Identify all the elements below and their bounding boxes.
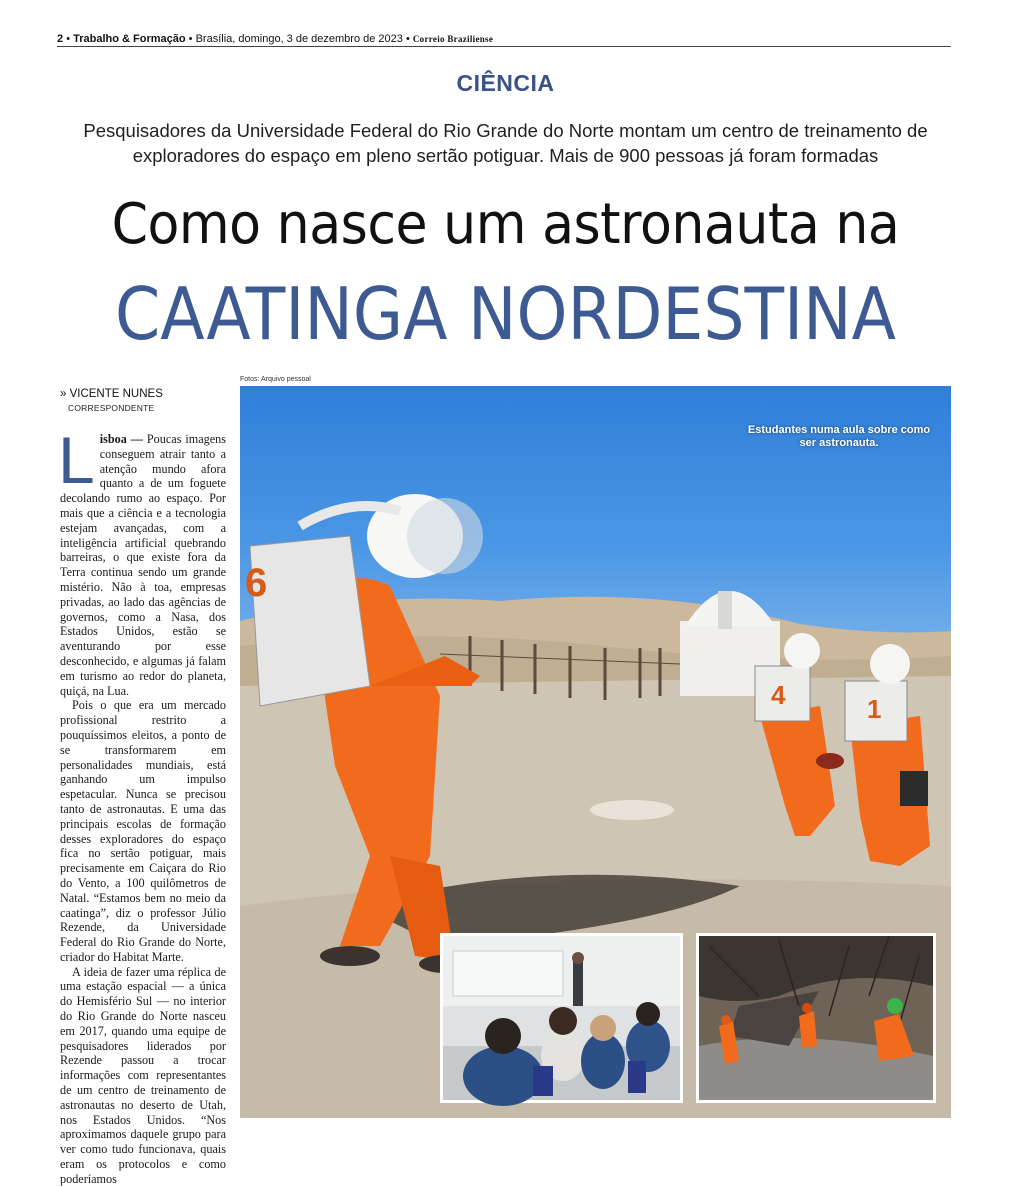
section-name: Trabalho & Formação [73, 33, 186, 45]
headline-line-2: CAATINGA NORDESTINA [115, 272, 896, 356]
byline-role: CORRESPONDENTE [68, 403, 155, 413]
paragraph-text: Poucas imagens conseguem atrair tanto a atenção mundo afora quanto a de um foguete decolando rumo ao espaço. Por mais que a ciência e a tecnologia estejam avançadas, com a inteligência artificial quebrando barreiras, o que existe fora da Terra continua sendo um grande mistério. Não à toa, empresas privadas, ao lado das agências de governos, como a Nasa, dos Estados Unidos, estão se aventurando por esse desconhecido, e algumas já falam em turismo ao redor do planeta, quiçá, na Lua. [60, 432, 226, 698]
inset-photo-terrain [696, 933, 936, 1103]
article-paragraph: Pois o que era um mercado profissional restrito a pouquíssimos eleitos, a ponto de se transformarem em personalidades mundiais, está ganhando um impulso espetacular. Nunca se precisou tanto de astronautas. E uma das principais escolas de formação desses exploradores do espaço fica no sertão potiguar, mais precisamente em Caiçara do Rio do Vento, a 100 quilômetros de Natal. “Estamos bem no meio da caatinga”, diz o professor Júlio Rezende, da Universidade Federal do Rio Grande do Norte, criador do Habitat Marte. [60, 698, 226, 964]
page-number: 2 [57, 33, 64, 45]
section-label: CIÊNCIA [456, 70, 555, 96]
header-bullet: • [66, 33, 74, 45]
classroom-illustration [443, 936, 680, 1100]
terrain-illustration [699, 936, 933, 1100]
dateline: Brasília, domingo, 3 de dezembro de 2023 [195, 33, 403, 45]
article-paragraph: A ideia de fazer uma réplica de uma estação espacial — a única do Hemisfério Sul — no interior do Rio Grande do Norte nasceu em 2017, quando uma equipe de pesquisadores liderados por Rezende passou a trocar informações com representantes de um centro de treinamento de astronautas no deserto de Utah, nos Estados Unidos. “Nos aproximamos daquele grupo para ver como tudo funcionava, quais eram os protocolos e como poderíamos [60, 964, 226, 1186]
backpack-number: 6 [245, 561, 268, 605]
header-bullet: • [405, 33, 413, 45]
lead-word: isboa — [99, 432, 143, 446]
inset-photo-classroom [440, 933, 683, 1103]
backpack-number: 4 [771, 680, 786, 710]
page-header-strip [57, 33, 951, 47]
subheadline: Pesquisadores da Universidade Federal do Rio Grande do Norte montam um centro de treinamento de exploradores do espaço em pleno sertão potiguar. Mais de 900 pessoas já foram formadas [83, 120, 928, 166]
newspaper-name: Correio Braziliense [412, 34, 494, 44]
article-paragraph [58, 423, 226, 698]
header-bullet: • [188, 33, 196, 45]
byline-name: » VICENTE NUNES [60, 388, 163, 400]
byline [60, 388, 163, 413]
photo-caption: Estudantes numa aula sobre como ser astronauta. [747, 424, 931, 449]
backpack-number: 1 [867, 694, 882, 724]
drop-cap: L [58, 423, 95, 497]
article-body [58, 423, 226, 1186]
headline-line-1: Como nasce um astronauta na [111, 192, 900, 257]
photo-credit: Fotos: Arquivo pessoal [240, 376, 311, 383]
